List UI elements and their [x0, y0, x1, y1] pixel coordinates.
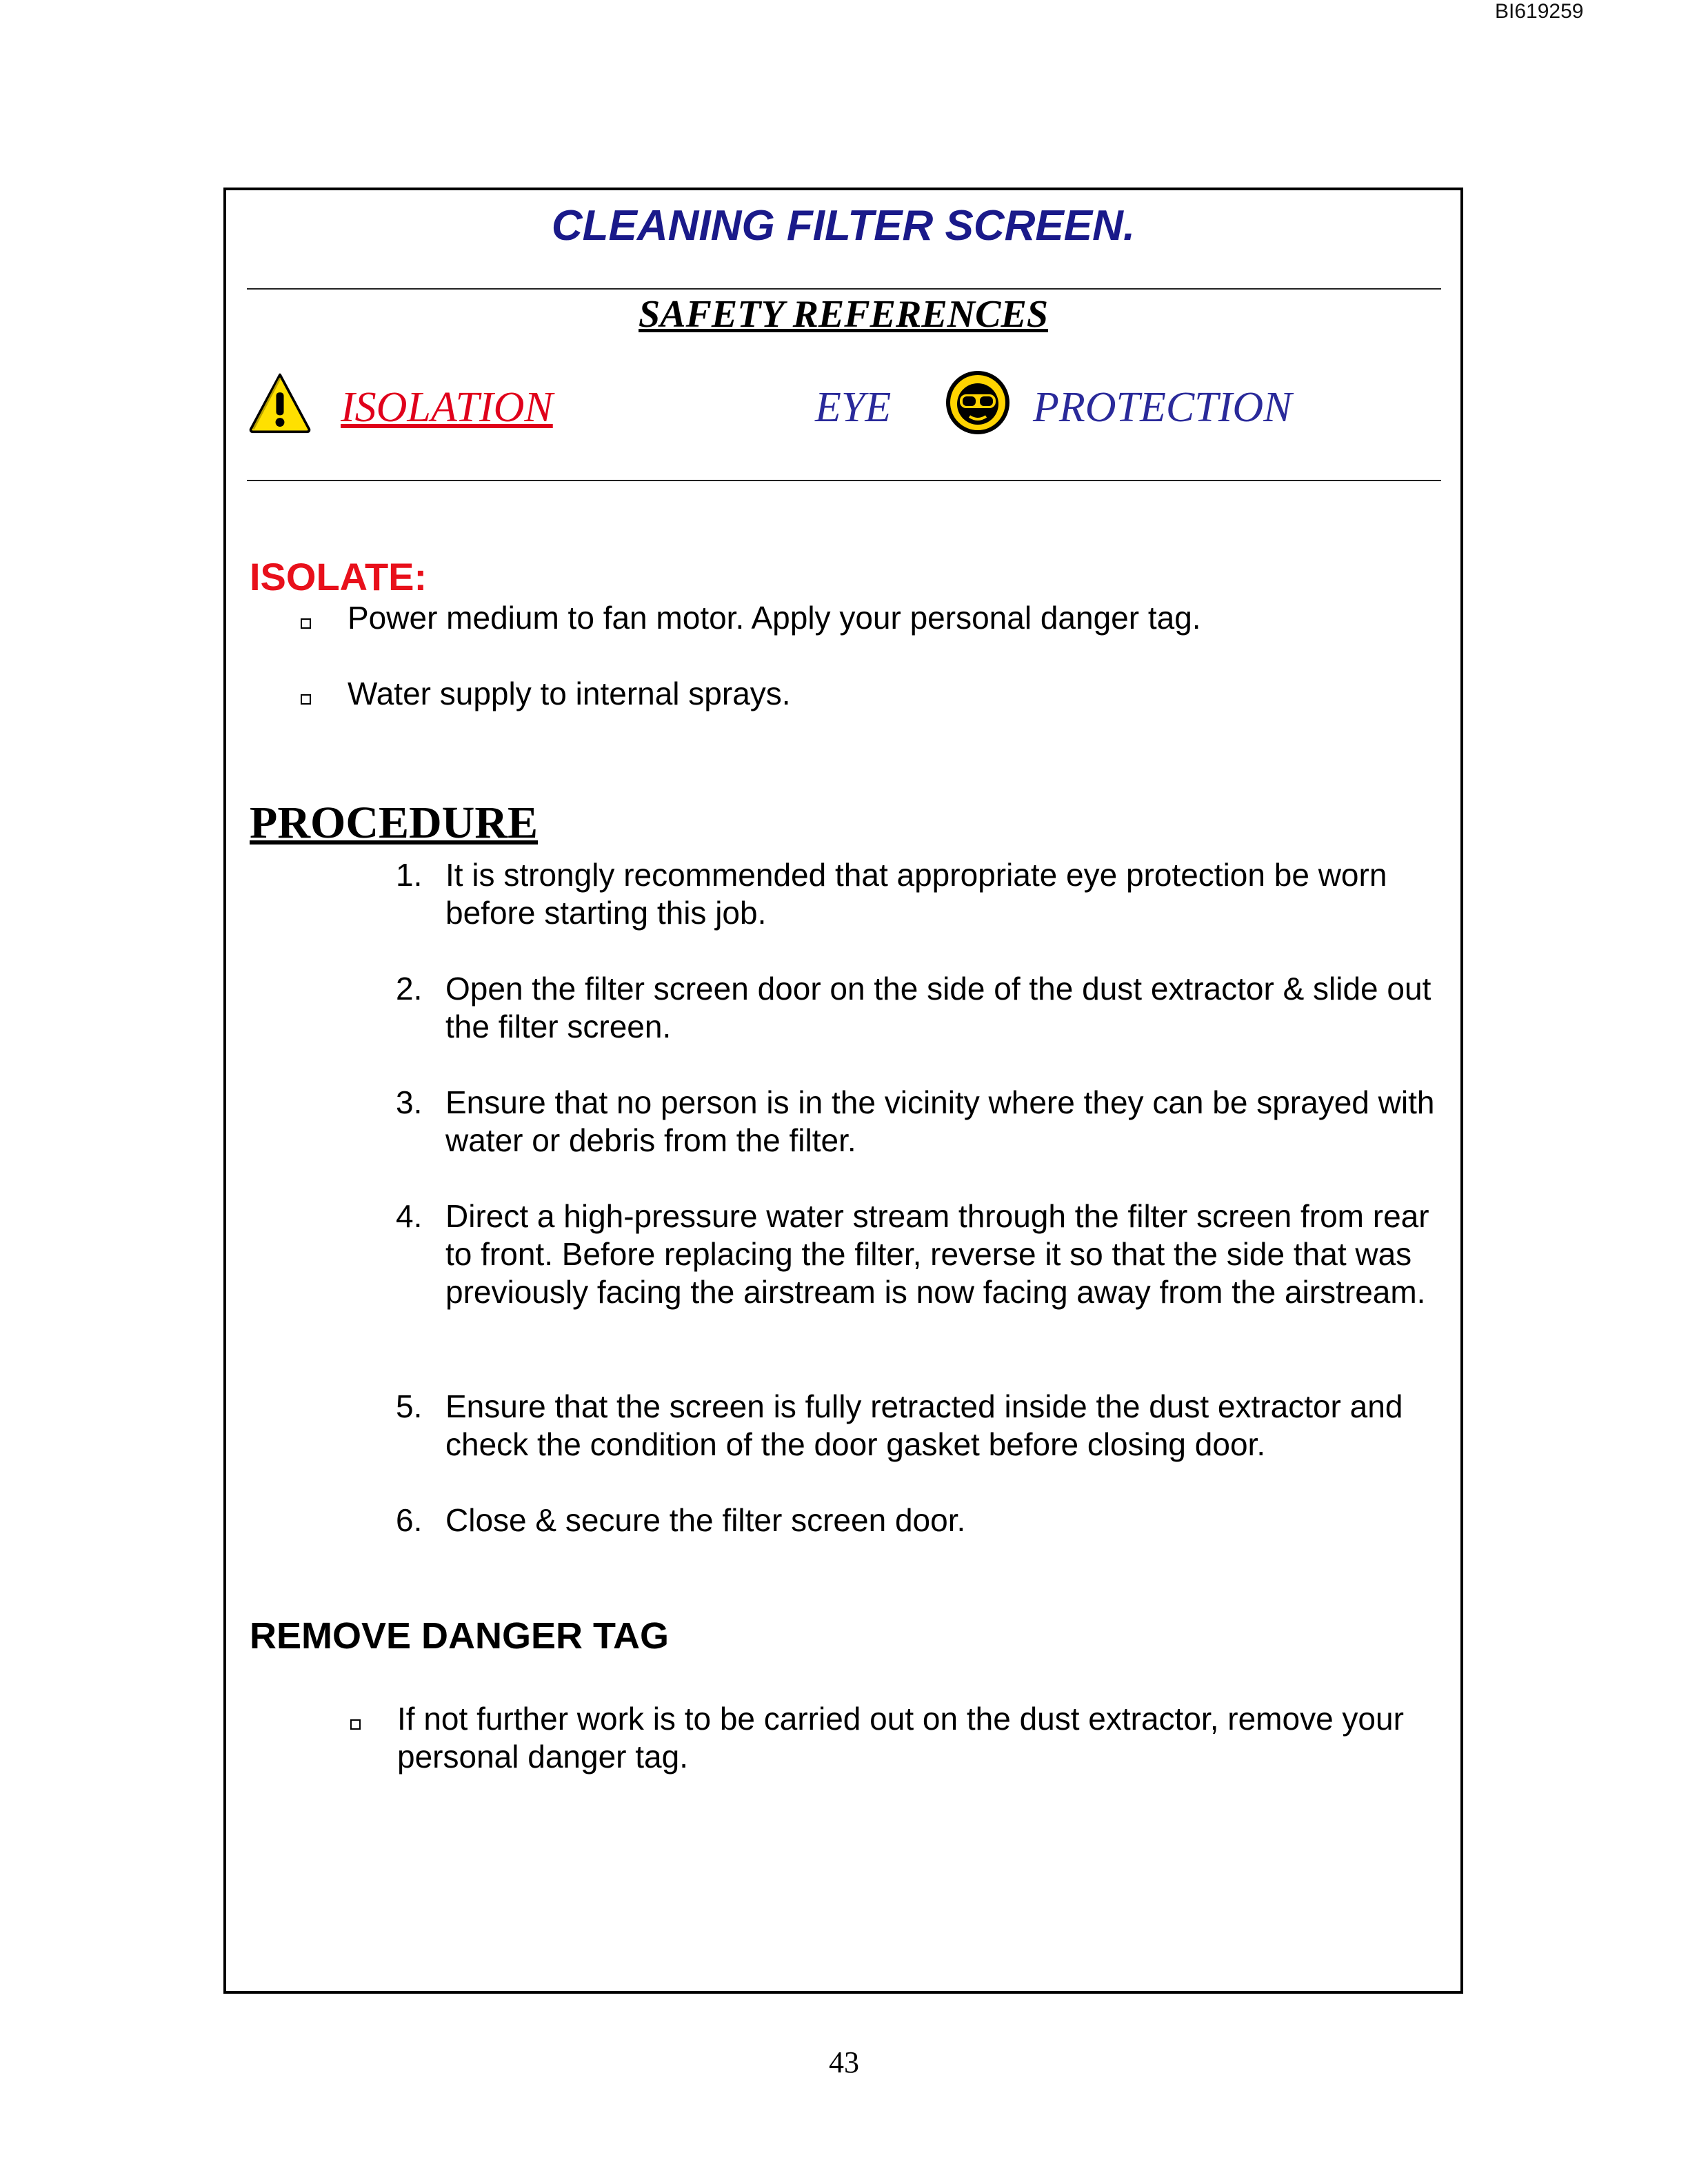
- divider: [247, 480, 1441, 481]
- checkbox-bullet-icon: [301, 618, 311, 629]
- step-number: 5.: [396, 1388, 423, 1424]
- page-number: 43: [829, 2045, 859, 2079]
- procedure-heading: PROCEDURE: [250, 798, 539, 848]
- step-text: Ensure that the screen is fully retracted inside the dust extractor and check the condition of the door gasket before closing door.: [445, 1388, 1403, 1462]
- protection-label: PROTECTION: [1033, 384, 1292, 431]
- step-number: 1.: [396, 857, 423, 893]
- step-text: Ensure that no person is in the vicinity where they can be sprayed with water or debris from the filter.: [445, 1084, 1435, 1158]
- step-number: 6.: [396, 1502, 423, 1538]
- eye-label: EYE: [815, 384, 892, 431]
- step-number: 2.: [396, 971, 423, 1007]
- warning-triangle-icon: [248, 371, 312, 434]
- remove-danger-tag-heading: REMOVE DANGER TAG: [250, 1615, 670, 1657]
- divider: [247, 288, 1441, 290]
- checkbox-bullet-icon: [350, 1719, 361, 1730]
- procedure-card: [223, 188, 1463, 1994]
- checkbox-bullet-icon: [301, 694, 311, 705]
- safety-goggles-icon: [943, 368, 1012, 437]
- step-number: 4.: [396, 1198, 423, 1234]
- step-text: It is strongly recommended that appropriate eye protection be worn before starting this job.: [445, 857, 1387, 931]
- step-number: 3.: [396, 1084, 423, 1120]
- page-title: CLEANING FILTER SCREEN.: [551, 202, 1136, 250]
- safety-references-heading: SAFETY REFERENCES: [639, 293, 1048, 336]
- remove-tag-item: If not further work is to be carried out on the dust extractor, remove your personal danger tag.: [397, 1701, 1404, 1775]
- isolate-item: Power medium to fan motor. Apply your personal danger tag.: [348, 600, 1201, 636]
- step-text: Close & secure the filter screen door.: [445, 1502, 966, 1538]
- isolate-item: Water supply to internal sprays.: [348, 676, 791, 711]
- document-id: BI619259: [1495, 0, 1584, 23]
- isolate-heading: ISOLATE:: [250, 555, 428, 598]
- step-text: Open the filter screen door on the side of the dust extractor & slide out the filter screen.: [445, 971, 1431, 1044]
- step-text: Direct a high-pressure water stream through the filter screen from rear to front. Before replacing the filter, reverse it so that the side that was previously facing the airstream is now facing away from the airstream.: [445, 1198, 1429, 1310]
- isolation-link[interactable]: ISOLATION: [341, 384, 553, 431]
